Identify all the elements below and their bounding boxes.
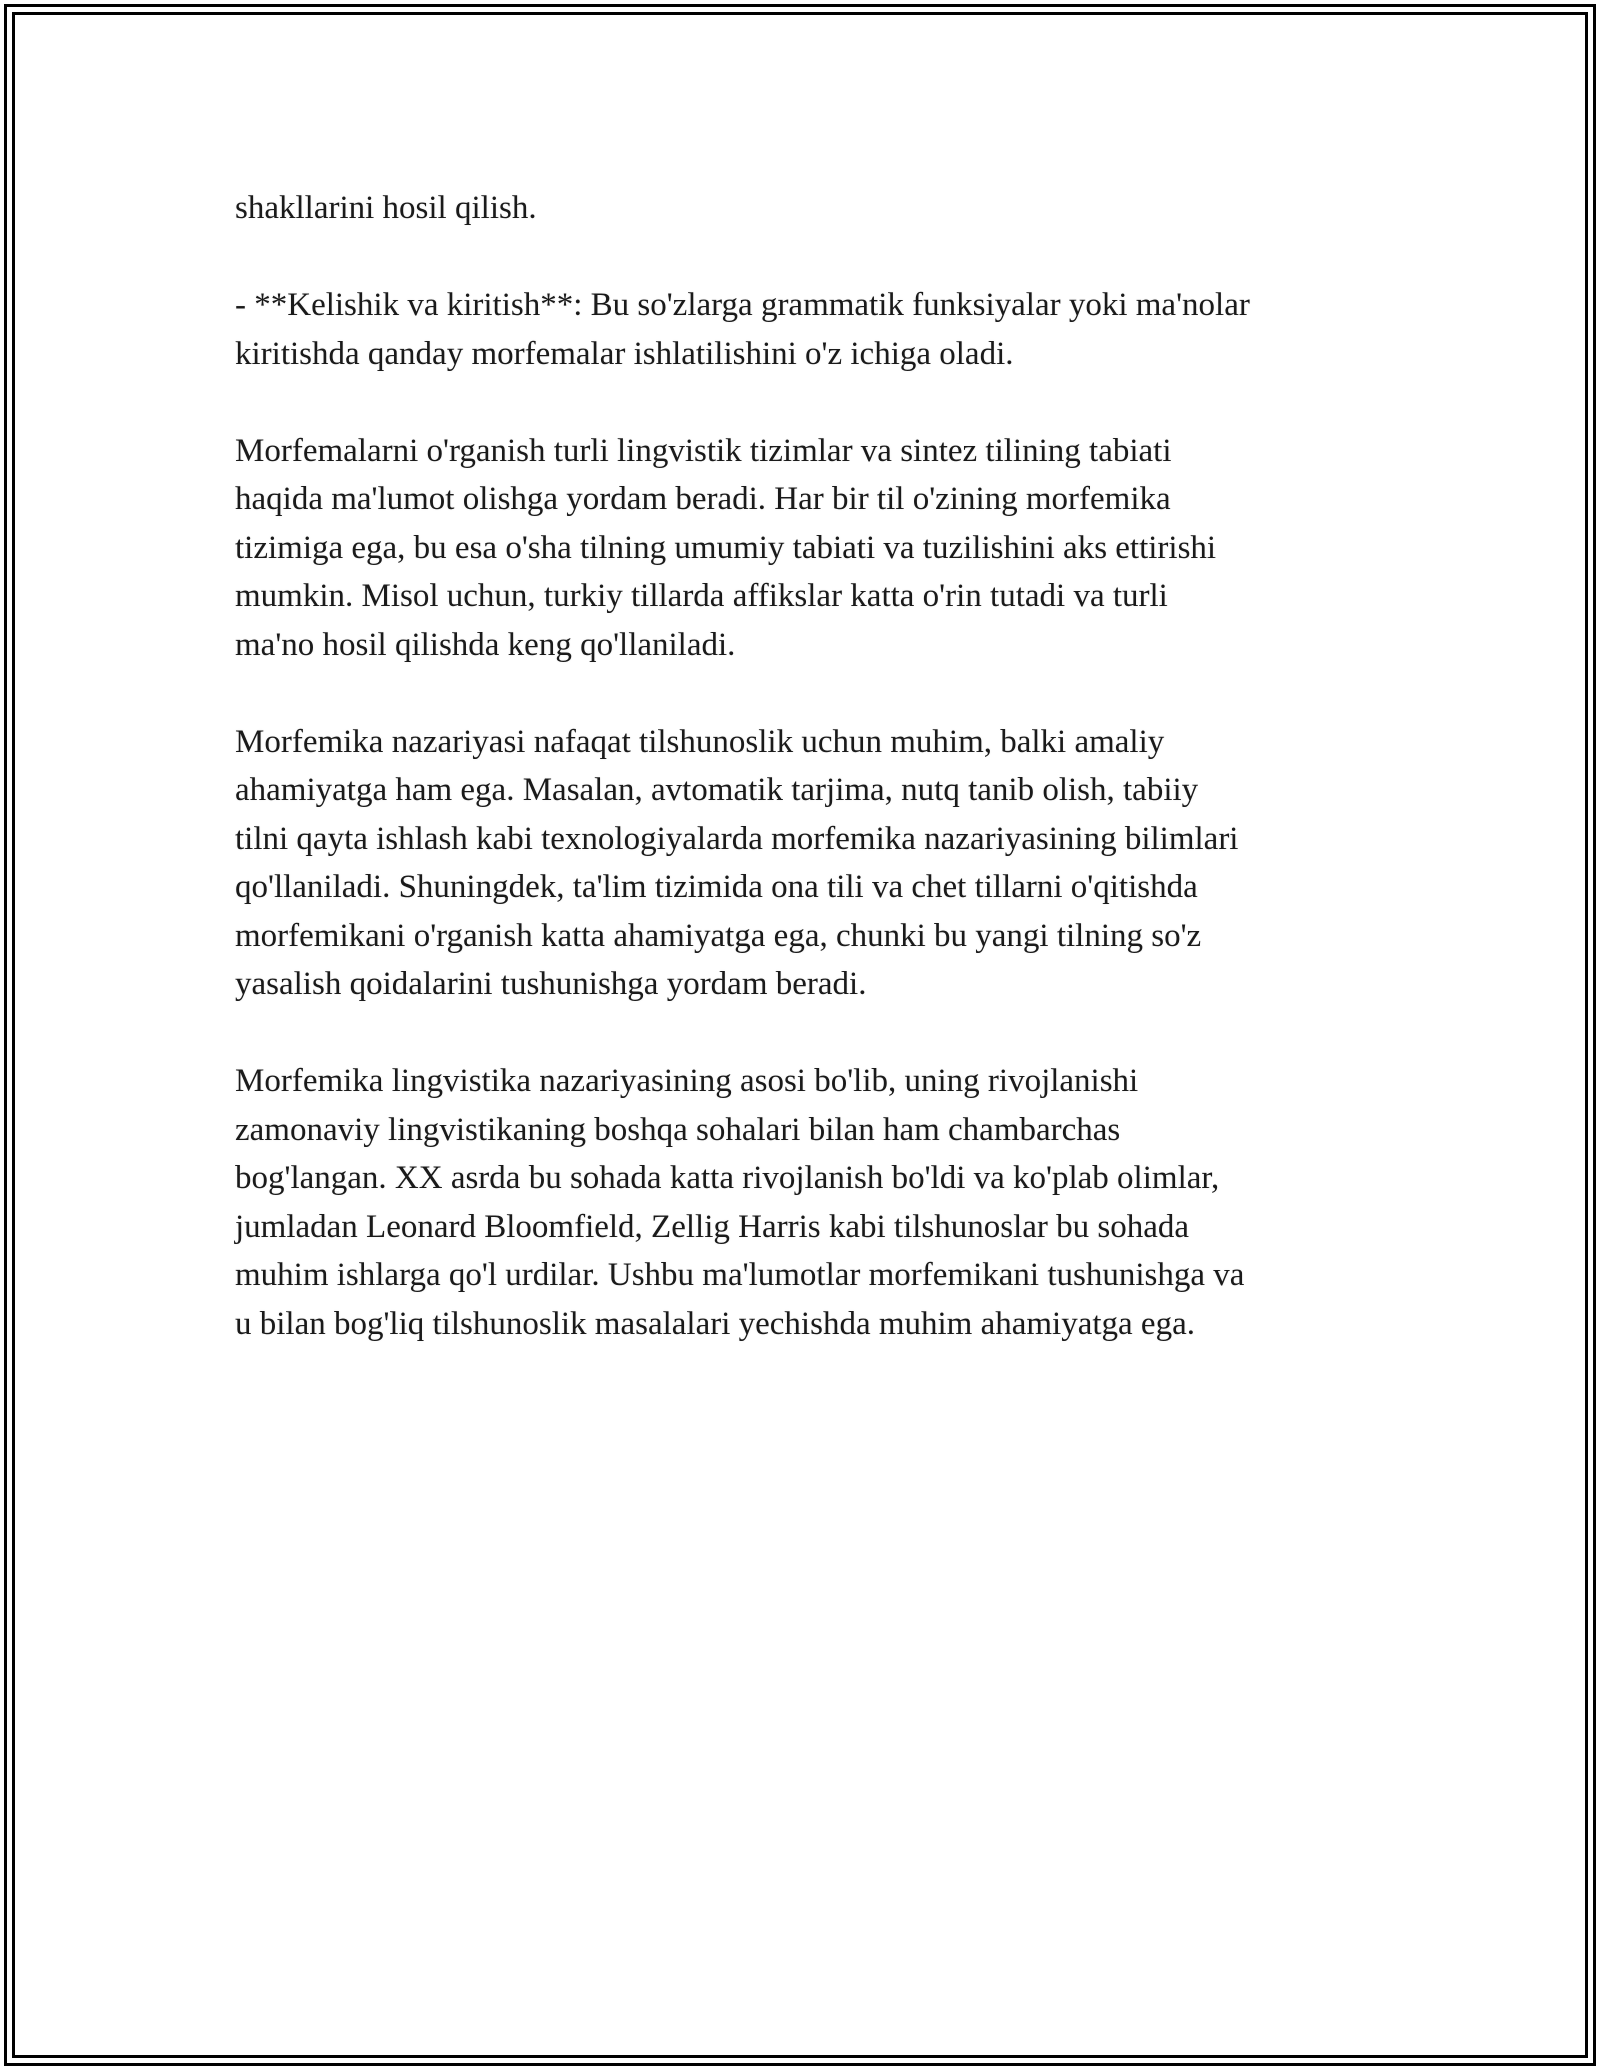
paragraph-body — [235, 718, 1385, 1009]
paragraph-body — [235, 1057, 1385, 1348]
text-line: Morfemika lingvistika nazariyasining asosi bo'lib, uning rivojlanishi — [235, 1063, 1139, 1099]
text-line: - **Kelishik va kiritish**: Bu so'zlarga grammatik funksiyalar yoki ma'nolar — [235, 287, 1250, 323]
text-line: kiritishda qanday morfemalar ishlatilishini o'z ichiga oladi. — [235, 335, 1014, 372]
text-line: ma'no hosil qilishda keng qo'llaniladi. — [235, 626, 736, 663]
paragraph-body — [235, 427, 1385, 670]
text-line: qo'llaniladi. Shuningdek, ta'lim tizimida ona tili va chet tillarni o'qitishda — [235, 869, 1198, 905]
text-line: shakllarini hosil qilish. — [235, 190, 537, 226]
text-line: tizimiga ega, bu esa o'sha tilning umumiy tabiati va tuzilishini aks ettirishi — [235, 529, 1217, 566]
paragraph-list-item — [235, 281, 1385, 378]
text-line: zamonaviy lingvistikaning boshqa sohalari bilan ham chambarchas — [235, 1111, 1121, 1148]
text-line: yasalish qoidalarini tushunishga yordam beradi. — [235, 966, 867, 1002]
paragraph-continuation — [235, 184, 1385, 233]
text-line: ahamiyatga ham ega. Masalan, avtomatik tarjima, nutq tanib olish, tabiiy — [235, 772, 1199, 808]
text-line: mumkin. Misol uchun, turkiy tillarda affikslar katta o'rin tutadi va turli — [235, 578, 1168, 614]
text-line: tilni qayta ishlash kabi texnologiyalarda morfemika nazariyasining bilimlari — [235, 820, 1239, 857]
text-line: Morfemika nazariyasi nafaqat tilshunoslik uchun muhim, balki amaliy — [235, 723, 1165, 760]
text-line: u bilan bog'liq tilshunoslik masalalari yechishda muhim ahamiyatga ega. — [235, 1305, 1195, 1342]
text-line: bog'langan. XX asrda bu sohada katta rivojlanish bo'ldi va ko'plab olimlar, — [235, 1160, 1220, 1196]
text-line: haqida ma'lumot olishga yordam beradi. Har bir til o'zining morfemika — [235, 481, 1171, 517]
document-body — [235, 184, 1385, 1397]
text-line: muhim ishlarga qo'l urdilar. Ushbu ma'lumotlar morfemikani tushunishga va — [235, 1257, 1245, 1293]
text-line: Morfemalarni o'rganish turli lingvistik tizimlar va sintez tilining tabiati — [235, 432, 1172, 469]
text-line: morfemikani o'rganish katta ahamiyatga ega, chunki bu yangi tilning so'z — [235, 917, 1202, 954]
text-line: jumladan Leonard Bloomfield, Zellig Harris kabi tilshunoslar bu sohada — [235, 1208, 1190, 1245]
